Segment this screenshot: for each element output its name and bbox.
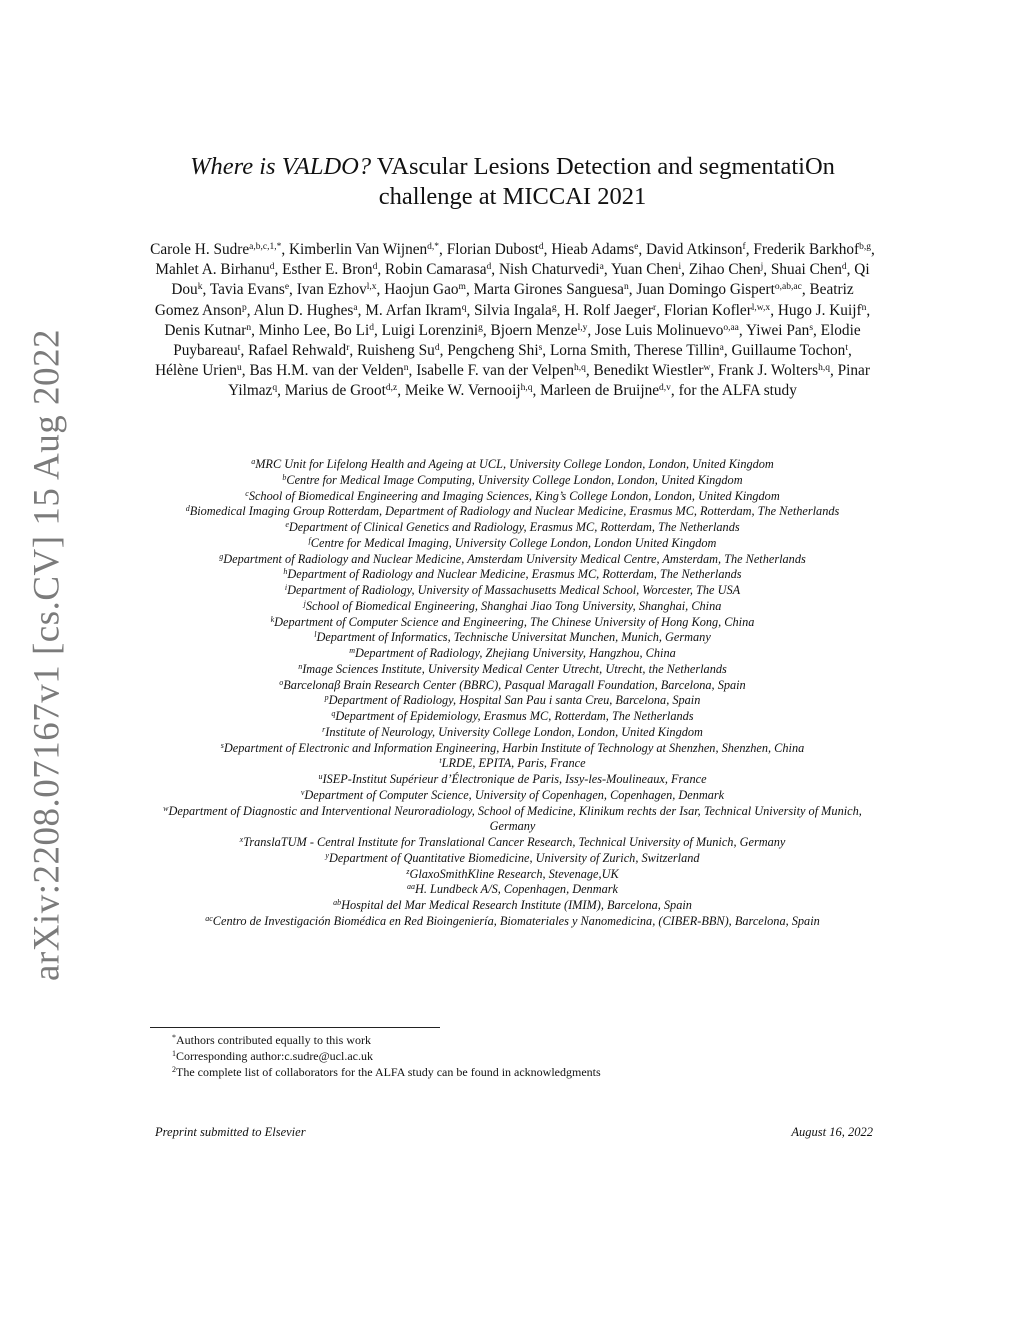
affiliation-key: q	[331, 709, 336, 718]
author-affiliation-mark: l,w,x	[751, 302, 771, 313]
author-affiliation-mark: s	[809, 322, 814, 333]
author-affiliation-mark: a,b,c,1,*	[249, 242, 282, 252]
author-affiliation-mark: d,v	[659, 383, 671, 394]
author-name: David Atkinson	[646, 241, 743, 258]
author-name: Guillaume Tochon	[731, 342, 846, 360]
affiliation-text: Department of Computer Science, University of Copenhagen, Copenhagen, Denmark	[304, 787, 725, 802]
author-affiliation-mark: a	[719, 343, 724, 354]
author-affiliation-mark: q	[461, 302, 467, 313]
author-affiliation-mark: e	[634, 242, 639, 252]
footnote-rule	[150, 1027, 440, 1028]
author-affiliation-mark: t	[237, 343, 241, 354]
affiliation-item	[150, 473, 875, 489]
author-name: Frank J. Wolters	[718, 362, 819, 380]
author-affiliation-mark: g	[551, 302, 557, 313]
author-affiliation-mark: u	[237, 363, 242, 374]
affiliation-key: u	[318, 772, 323, 781]
author-affiliation-mark: d	[372, 262, 378, 273]
affiliation-text: Centre for Medical Imaging, University College London, London United Kingdom	[310, 535, 717, 550]
affiliation-text: Department of Quantitative Biomedicine, University of Zurich, Switzerland	[328, 850, 700, 865]
affiliation-item	[150, 772, 875, 788]
footnote-item	[172, 1032, 872, 1048]
author-name: Florian Dubost	[446, 241, 539, 258]
author-name: Jose Luis Molinuevo	[595, 321, 724, 339]
author-name: Hieab Adams	[551, 241, 635, 258]
affiliation-item	[150, 599, 875, 615]
affiliation-item	[150, 567, 875, 583]
affiliation-text: ISEP-Institut Supérieur d’Électronique de Paris, Issy-les-Moulineaux, France	[322, 772, 707, 786]
affiliation-text: Department of Clinical Genetics and Radiology, Erasmus MC, Rotterdam, The Netherlands	[288, 520, 740, 534]
affiliation-key: t	[439, 756, 442, 766]
author-name: Lorna Smith	[549, 342, 627, 360]
author-name: Carole H. Sudre	[150, 241, 250, 258]
author-affiliation-mark: d	[369, 322, 375, 333]
author-name: Pinar Yilmaz	[228, 362, 870, 400]
affiliation-text: Biomedical Imaging Group Rotterdam, Department of Radiology and Nuclear Medicine, Erasmus MC, Rotterdam, The Netherlands	[189, 504, 840, 519]
author-affiliation-mark: t	[845, 343, 848, 354]
affiliation-item	[150, 788, 875, 804]
author-name: Hélène Urien	[155, 362, 238, 380]
affiliation-item	[150, 615, 875, 631]
affiliation-text: Centre for Medical Image Computing, University College London, London, United Kingdom	[286, 472, 743, 487]
affiliation-text: Image Sciences Institute, University Medical Center Utrecht, Utrecht, the Netherlands	[302, 661, 727, 676]
author-affiliation-mark: r	[346, 343, 350, 354]
affiliation-key: e	[285, 520, 289, 529]
affiliation-key: g	[219, 551, 224, 561]
footnote-mark: 2	[172, 1065, 176, 1074]
author-name: Mahlet A. Birhanu	[155, 261, 270, 279]
author-name: Bo Li	[333, 321, 370, 339]
affiliation-text: Department of Computer Science and Engineering, The Chinese University of Hong Kong, China	[274, 614, 755, 629]
affiliation-key: aa	[407, 882, 415, 892]
affiliation-item	[150, 898, 875, 914]
affiliation-text: Department of Radiology, Hospital San Pau i santa Creu, Barcelona, Spain	[328, 693, 701, 708]
author-affiliation-mark: p	[241, 302, 247, 313]
author-name: Denis Kutnar	[164, 321, 247, 339]
affiliation-item	[150, 804, 875, 836]
affiliation-key: i	[284, 583, 288, 592]
author-affiliation-mark: h,q	[574, 363, 586, 374]
affiliation-key: d	[185, 504, 190, 514]
author-name: Pengcheng Shi	[447, 342, 539, 360]
affiliation-text: Institute of Neurology, University College London, London, United Kingdom	[325, 724, 703, 739]
author-name: H. Rolf Jaeger	[564, 301, 654, 319]
affiliation-key: v	[300, 787, 305, 797]
affiliation-key: x	[239, 835, 244, 844]
author-affiliation-mark: g	[478, 322, 483, 333]
author-name: Isabelle F. van der Velpen	[416, 362, 574, 380]
author-name: Benedikt Wiestler	[593, 362, 704, 380]
author-name: Beatriz Gomez Anson	[154, 281, 854, 319]
affiliation-item	[150, 646, 875, 662]
author-name: Minho Lee	[258, 321, 327, 339]
author-name: Marta Girones Sanguesa	[473, 281, 624, 299]
affiliation-key: m	[349, 646, 356, 655]
affiliation-key: o	[279, 677, 284, 687]
author-affiliation-mark: d	[434, 343, 440, 354]
author-affiliation-mark: o,ab,ac	[774, 282, 802, 293]
title-lead: Where is VALDO?	[190, 153, 372, 180]
author-affiliation-mark: d	[269, 262, 275, 273]
author-name: Yiwei Pan	[746, 321, 810, 339]
arxiv-identifier-stamp: arXiv:2208.07167v1 [cs.CV] 15 Aug 2022	[26, 328, 68, 982]
affiliation-item	[150, 741, 875, 757]
author-affiliation-mark: l,x	[366, 282, 377, 293]
author-name: M. Arfan Ikram	[365, 301, 462, 319]
affiliation-text: School of Biomedical Engineering, Shanghai Jiao Tong University, Shanghai, China	[305, 598, 722, 613]
author-affiliation-mark: h,q	[520, 383, 533, 394]
affiliation-item	[150, 709, 875, 725]
title-rest: VAscular Lesions Detection and segmentatiOn challenge at MICCAI 2021	[371, 153, 835, 210]
affiliation-text: Department of Radiology and Nuclear Medicine, Amsterdam University Medical Centre, Amsterdam, The Netherlands	[223, 551, 806, 566]
affiliation-key: r	[322, 724, 326, 734]
author-name: Bas H.M. van der Velden	[249, 362, 404, 380]
author-name: Shuai Chen	[770, 261, 842, 279]
affiliation-text: School of Biomedical Engineering and Imaging Sciences, King’s College London, London, United Kingdom	[248, 488, 780, 503]
author-name: Silvia Ingala	[474, 301, 552, 319]
affiliation-text: Department of Diagnostic and Interventional Neuroradiology, School of Medicine, Klinikum rechts der Isar, Technical University of Munich, Germany	[168, 803, 862, 834]
affiliation-text: Department of Radiology, University of Massachusetts Medical School, Worcester, The USA	[287, 583, 741, 597]
author-name: Juan Domingo Gispert	[636, 281, 775, 299]
author-name: Hugo J. Kuijf	[777, 301, 862, 319]
author-name: Robin Camarasa	[385, 261, 487, 279]
affiliation-item	[150, 882, 875, 898]
preprint-note: Preprint submitted to Elsevier	[155, 1125, 306, 1139]
affiliation-text: Barcelonaβ Brain Research Center (BBRC), Pasqual Maragall Foundation, Barcelona, Spain	[283, 677, 746, 692]
author-name: Luigi Lorenzini	[381, 321, 479, 339]
affiliation-key: ab	[333, 898, 342, 907]
author-affiliation-mark: a	[353, 302, 358, 313]
affiliation-key: n	[298, 661, 303, 671]
affiliation-item	[150, 914, 875, 930]
author-affiliation-mark: o,aa	[723, 322, 739, 333]
footnote-text: The complete list of collaborators for the ALFA study can be found in acknowledgments	[176, 1065, 601, 1079]
author-affiliation-mark: s	[538, 343, 543, 354]
author-affiliation-mark: w	[703, 363, 711, 374]
affiliation-text: H. Lundbeck A/S, Copenhagen, Denmark	[415, 882, 618, 897]
affiliation-text: Hospital del Mar Medical Research Institute (IMIM), Barcelona, Spain	[341, 898, 692, 912]
author-name: Qi Dou	[171, 261, 870, 299]
author-name: Marleen de Bruijne	[540, 382, 660, 400]
author-name: Ruisheng Su	[357, 342, 435, 360]
author-affiliation-mark: n	[246, 322, 252, 333]
affiliation-item	[150, 504, 875, 520]
affiliation-key: ac	[205, 913, 213, 923]
affiliation-item	[150, 662, 875, 678]
author-affiliation-mark: r	[653, 302, 657, 313]
affiliation-item	[150, 489, 875, 505]
author-name: Kimberlin Van Wijnen	[289, 241, 428, 258]
author-name: Marius de Groot	[284, 382, 386, 400]
affiliation-text: LRDE, EPITA, Paris, France	[441, 756, 586, 771]
author-affiliation-mark: d	[486, 262, 492, 273]
author-name: Frederik Barkhof	[753, 241, 860, 258]
footnote-mark: *	[172, 1033, 176, 1042]
affiliation-key: z	[406, 866, 410, 876]
affiliation-text: Department of Epidemiology, Erasmus MC, Rotterdam, The Netherlands	[335, 709, 694, 723]
footnote-item	[172, 1048, 872, 1064]
affiliation-item	[150, 835, 875, 851]
author-affiliation-mark: d,*	[427, 242, 440, 252]
affiliation-key: b	[282, 472, 287, 482]
footnote-text: Authors contributed equally to this work	[176, 1033, 371, 1047]
author-affiliation-mark: d,z	[385, 383, 398, 394]
author-name: Elodie Puybareau	[173, 321, 861, 360]
author-name: Meike W. Vernooij	[404, 382, 521, 400]
author-affiliation-mark: i	[678, 262, 682, 273]
author-affiliation-mark: e	[284, 282, 290, 293]
affiliation-text: Department of Radiology and Nuclear Medicine, Erasmus MC, Rotterdam, The Netherlands	[287, 567, 742, 582]
author-list: Carole H. Sudre$^{a,b,c,1,*}$, Kimberlin Van Wijnen$^{d,*}$, Florian Dubost$^d$, Hieab Adams$^e$, David Atkinson$^f$, Frederik Barkhof$^{b,g}$, Mahlet A. Birhanu$^d$, Esther E. Bron$^d$, Robin Camarasa$^d$, Nish Chaturvedi$^a$, Yuan Chen$^i$, Zihao Chen$^j$, Shuai Chen$^d$, Qi Dou$^k$, Tavia Evans$^e$, Ivan Ezhov$^{l,x}$, Haojun Gao$^m$, Marta Girones Sanguesa$^n$, Juan Domingo Gispert$^{o,ab,ac}$, Beatriz Gomez Anson$^p$, Alun D. Hughes$^a$, M. Arfan Ikram$^q$, Silvia Ingala$^g$, H. Rolf Jaeger$^r$, Florian Kofler$^{l,w,x}$, Hugo J. Kuijf$^n$, Denis Kutnar$^n$, Minho Lee, Bo Li$^d$, Luigi Lorenzini$^g$, Bjoern Menze$^{l,y}$, Jose Luis Molinuevo$^{o,aa}$, Yiwei Pan$^s$, Elodie Puybareau$^t$, Rafael Rehwald$^r$, Ruisheng Su$^d$, Pengcheng Shi$^s$, Lorna Smith, Therese Tillin$^a$, Guillaume Tochon$^t$, Hélène Urien$^u$, Bas H.M. van der Velden$^n$, Isabelle F. van der Velpen$^{h,q}$, Benedikt Wiestler$^w$, Frank J. Wolters$^{h,q}$, Pinar Yilmaz$^q$, Marius de Groot$^{d,z}$, Meike W. Vernooij$^{h,q}$, Marleen de Bruijne$^{d,v}$, for the ALFA study	[150, 241, 875, 400]
affiliation-text: Department of Informatics, Technische Universitat Munchen, Munich, Germany	[316, 630, 711, 645]
affiliation-key: s	[220, 740, 224, 750]
author-affiliation-mark: a	[599, 262, 604, 273]
author-affiliation-mark: l,y	[577, 322, 588, 333]
affiliation-key: h	[283, 567, 288, 577]
affiliation-item	[150, 851, 875, 867]
author-affiliation-mark: h,q	[818, 363, 830, 374]
paper-title	[150, 152, 875, 212]
author-name: Tavia Evans	[209, 281, 285, 299]
affiliation-key: k	[270, 614, 275, 624]
affiliation-item	[150, 583, 875, 599]
affiliation-key: c	[245, 488, 249, 498]
author-name: Rafael Rehwald	[248, 342, 347, 360]
author-name: Yuan Chen	[610, 261, 679, 279]
author-affiliation-mark: n	[861, 302, 867, 313]
affiliation-item	[150, 536, 875, 552]
author-name: Nish Chaturvedi	[498, 261, 600, 279]
affiliation-text: MRC Unit for Lifelong Health and Ageing at UCL, University College London, London, United Kingdom	[255, 457, 774, 471]
affiliation-text: TranslaTUM - Central Institute for Translational Cancer Research, Technical University of Munich, Germany	[243, 835, 786, 849]
author-tail: for the ALFA study	[678, 382, 797, 400]
affiliation-item	[150, 756, 875, 772]
author-name: Ivan Ezhov	[296, 281, 367, 299]
affiliation-key: j	[303, 598, 306, 608]
author-name: Esther E. Bron	[282, 261, 373, 279]
affiliation-key: a	[251, 457, 256, 466]
author-name: Florian Kofler	[663, 301, 752, 319]
author-affiliation-mark: k	[197, 282, 203, 293]
affiliation-key: w	[163, 803, 169, 813]
affiliation-list	[150, 457, 875, 930]
affiliation-item	[150, 678, 875, 694]
affiliation-key: p	[324, 693, 329, 703]
affiliation-key: l	[314, 630, 317, 640]
affiliation-key: f	[308, 535, 311, 545]
author-affiliation-mark: b,g	[859, 242, 871, 252]
affiliation-text: Department of Electronic and Information Engineering, Harbin Institute of Technology at Shenzhen, Shenzhen, China	[223, 740, 805, 755]
footnote-list	[172, 1032, 872, 1080]
footnote-mark: 1	[172, 1049, 176, 1058]
affiliation-item	[150, 552, 875, 568]
affiliation-text: Department of Radiology, Zhejiang University, Hangzhou, China	[355, 646, 676, 660]
affiliation-item	[150, 725, 875, 741]
author-affiliation-mark: j	[760, 262, 764, 273]
author-affiliation-mark: n	[623, 282, 629, 293]
author-name: Therese Tillin	[634, 342, 720, 360]
author-affiliation-mark: n	[403, 363, 409, 374]
preprint-date: August 16, 2022	[791, 1125, 873, 1139]
affiliation-item	[150, 520, 875, 536]
affiliation-key: y	[325, 850, 329, 860]
affiliation-item	[150, 693, 875, 709]
author-name: Zihao Chen	[688, 261, 761, 279]
affiliation-item	[150, 457, 875, 473]
author-name: Bjoern Menze	[490, 321, 578, 339]
affiliation-item	[150, 867, 875, 883]
author-affiliation-mark: d	[841, 262, 847, 273]
author-affiliation-mark: f	[742, 242, 746, 252]
author-affiliation-mark: q	[272, 383, 278, 394]
affiliation-text: Centro de Investigación Biomédica en Red Bioingeniería, Biomateriales y Nanomedicina, (CIBER-BBN), Barcelona, Spain	[212, 913, 820, 928]
author-affiliation-mark: d	[538, 242, 544, 252]
affiliation-text: GlaxoSmithKline Research, Stevenage,UK	[409, 866, 619, 881]
author-name: Alun D. Hughes	[253, 301, 354, 319]
author-affiliation-mark: m	[458, 282, 466, 293]
author-name: Haojun Gao	[384, 281, 459, 299]
footnote-text: Corresponding author:c.sudre@ucl.ac.uk	[176, 1049, 373, 1063]
affiliation-item	[150, 630, 875, 646]
footnote-item	[172, 1064, 872, 1080]
